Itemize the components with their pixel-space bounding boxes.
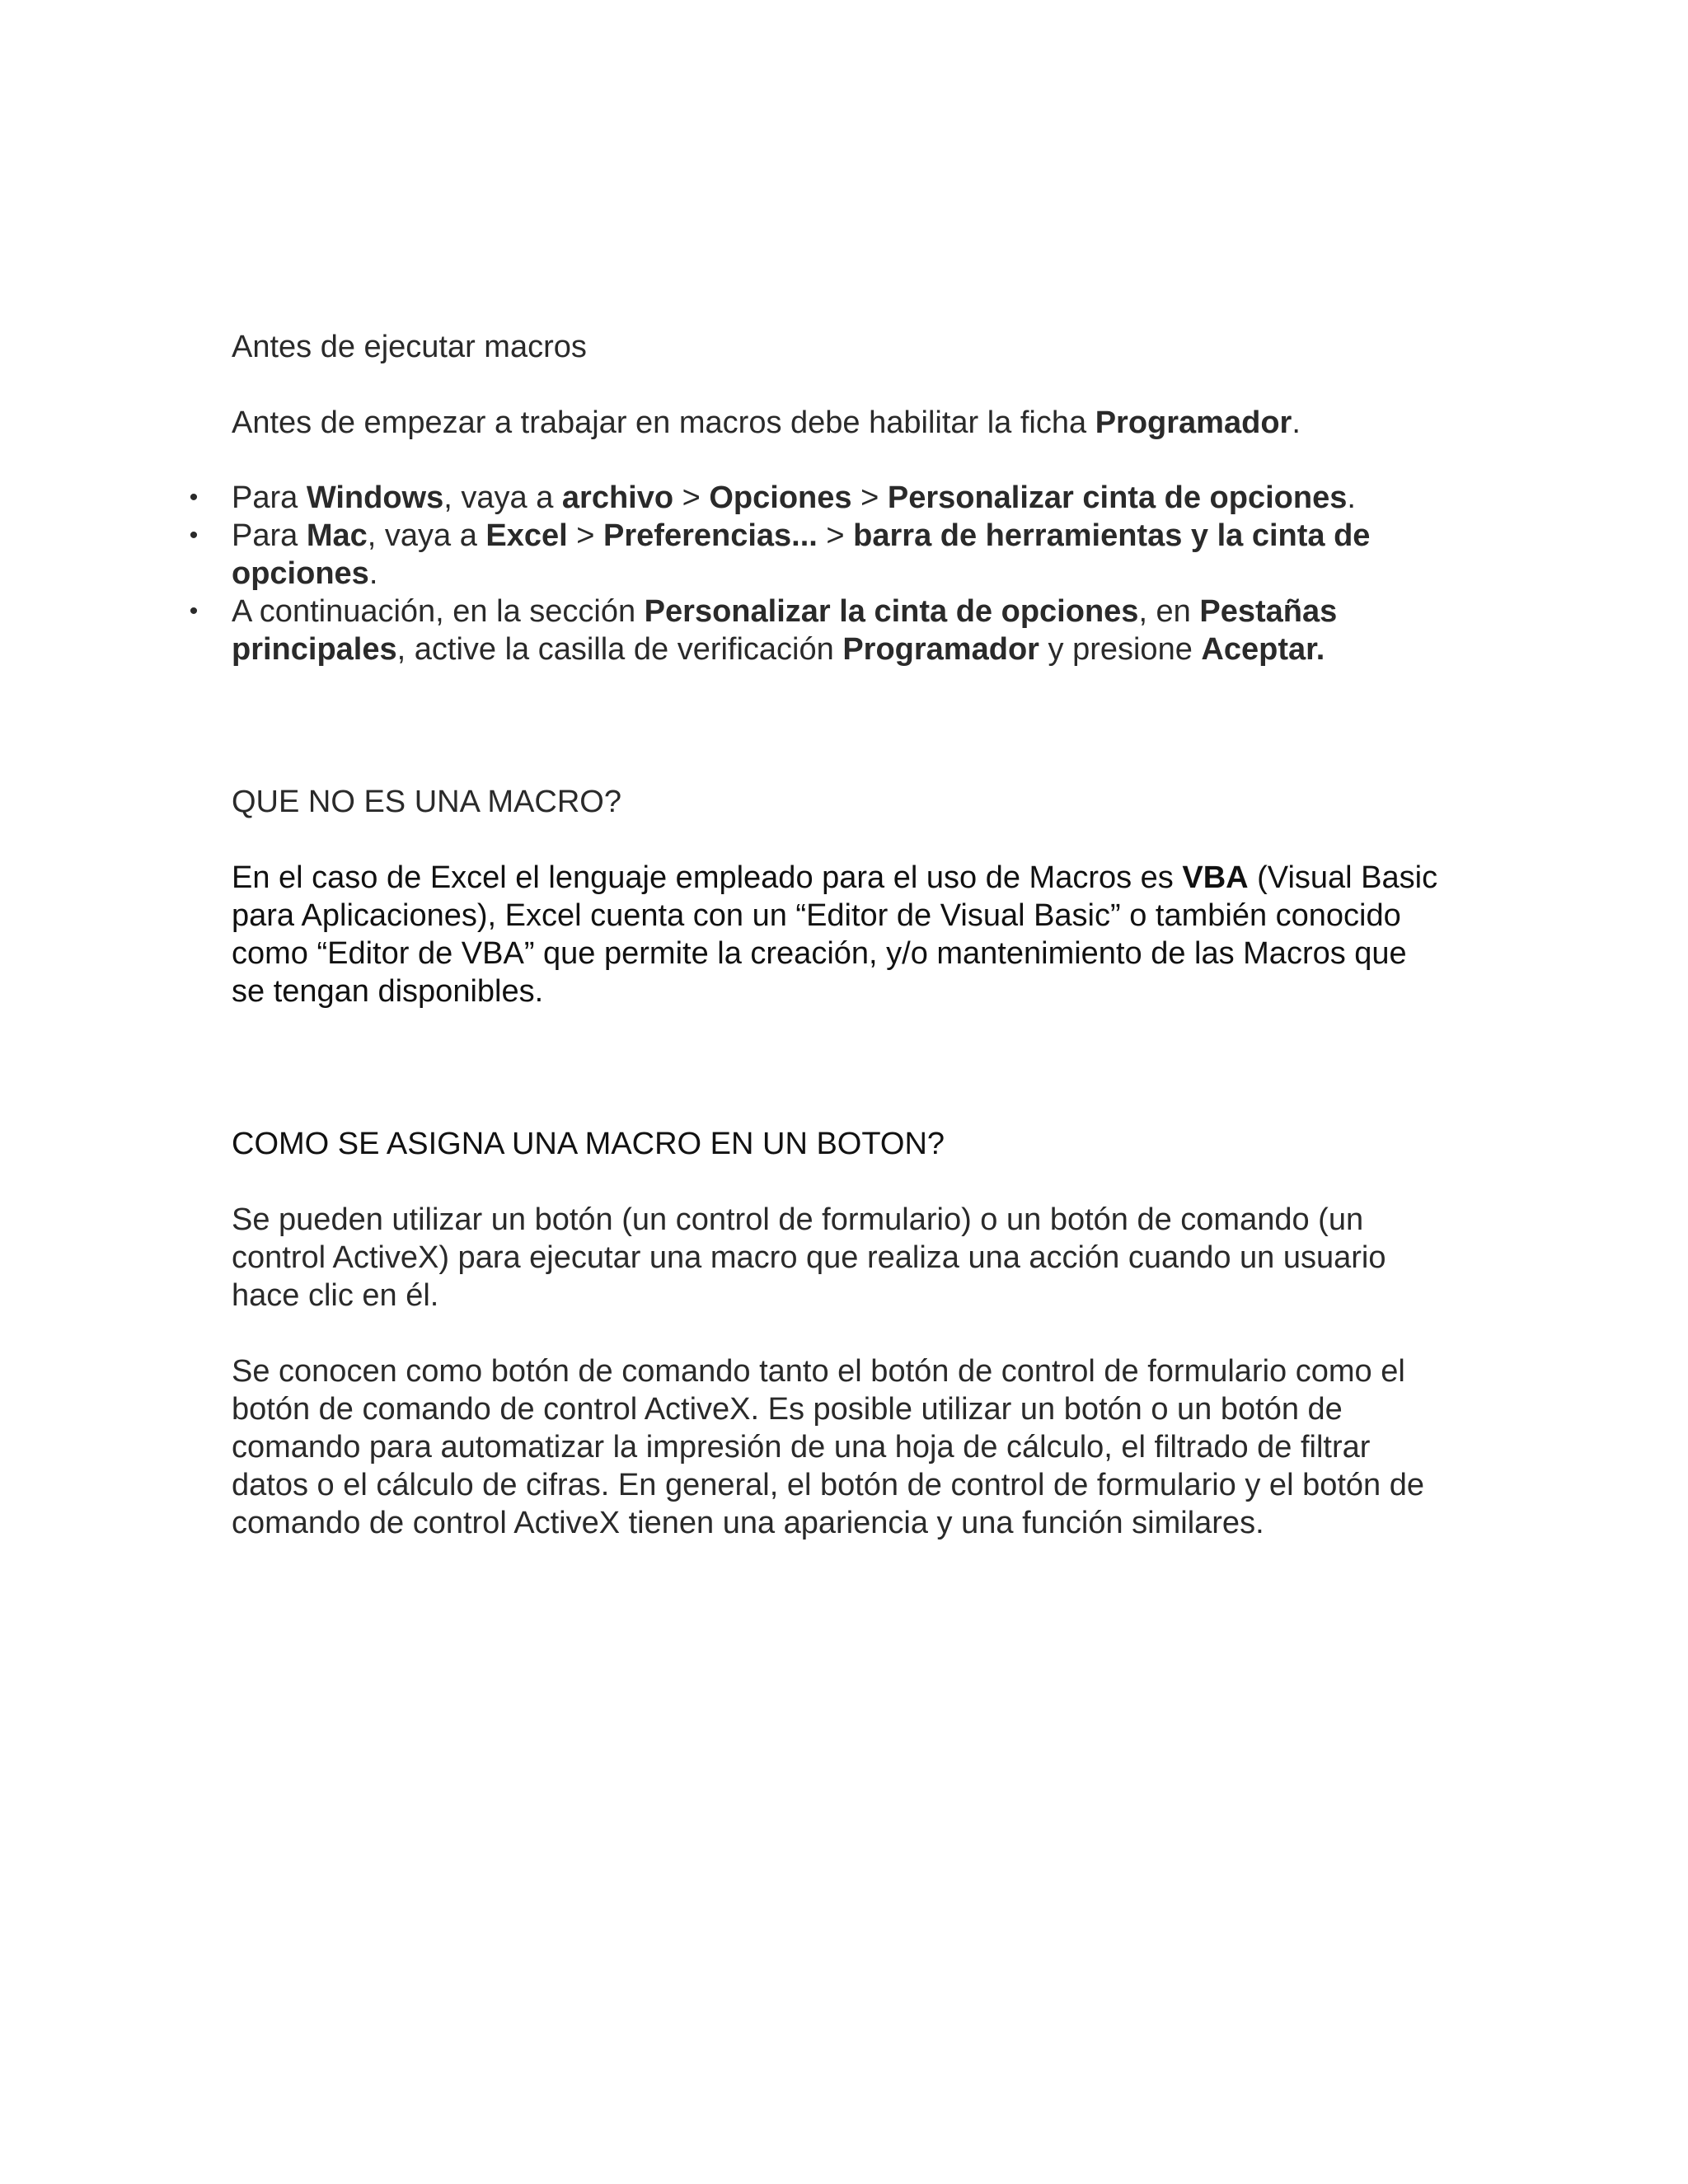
bullet-icon: • <box>189 484 199 511</box>
section-heading-como-asigna: COMO SE ASIGNA UNA MACRO EN UN BOTON? <box>232 1127 945 1161</box>
bullet-icon: • <box>189 598 199 625</box>
list-item-windows: • Para Windows, vaya a archivo > Opciones > Personalizar cinta de opciones. <box>232 479 1443 517</box>
vba-paragraph: En el caso de Excel el lenguaje empleado para el uso de Macros es VBA (Visual Basic para Aplicaciones), Excel cuenta con un “Editor de Visual Basic” o también conocido como “Editor de VBA” que permite la creación, y/o mantenimiento de las Macros que se tengan disponibles. <box>232 860 1438 1009</box>
section-heading-que-no-es: QUE NO ES UNA MACRO? <box>232 785 621 819</box>
intro-paragraph: Antes de empezar a trabajar en macros debe habilitar la ficha Programador. <box>232 405 1301 440</box>
boton-paragraph-1: Se pueden utilizar un botón (un control de formulario) o un botón de comando (un control ActiveX) para ejecutar una macro que realiza una acción cuando un usuario hace clic en él. <box>232 1202 1386 1313</box>
boton-paragraph-2: Se conocen como botón de comando tanto el botón de control de formulario como el botón de comando de control ActiveX. Es posible utilizar un botón o un botón de comando para automatizar la impresión de una hoja de cálculo, el filtrado de filtrar datos o el cálculo de cifras. En general, el botón de control de formulario y el botón de comando de control ActiveX tienen una apariencia y una función similares. <box>232 1354 1424 1540</box>
document-content <box>189 328 1443 1542</box>
list-item-mac: • Para Mac, vaya a Excel > Preferencias... > barra de herramientas y la cinta de opciones. <box>232 517 1443 593</box>
steps-list <box>189 479 1443 668</box>
section-heading-antes: Antes de ejecutar macros <box>232 330 587 364</box>
bullet-icon: • <box>189 522 199 549</box>
list-item-continuacion: • A continuación, en la sección Personalizar la cinta de opciones, en Pestañas principales, active la casilla de verificación Programador y presione Aceptar. <box>232 593 1443 668</box>
